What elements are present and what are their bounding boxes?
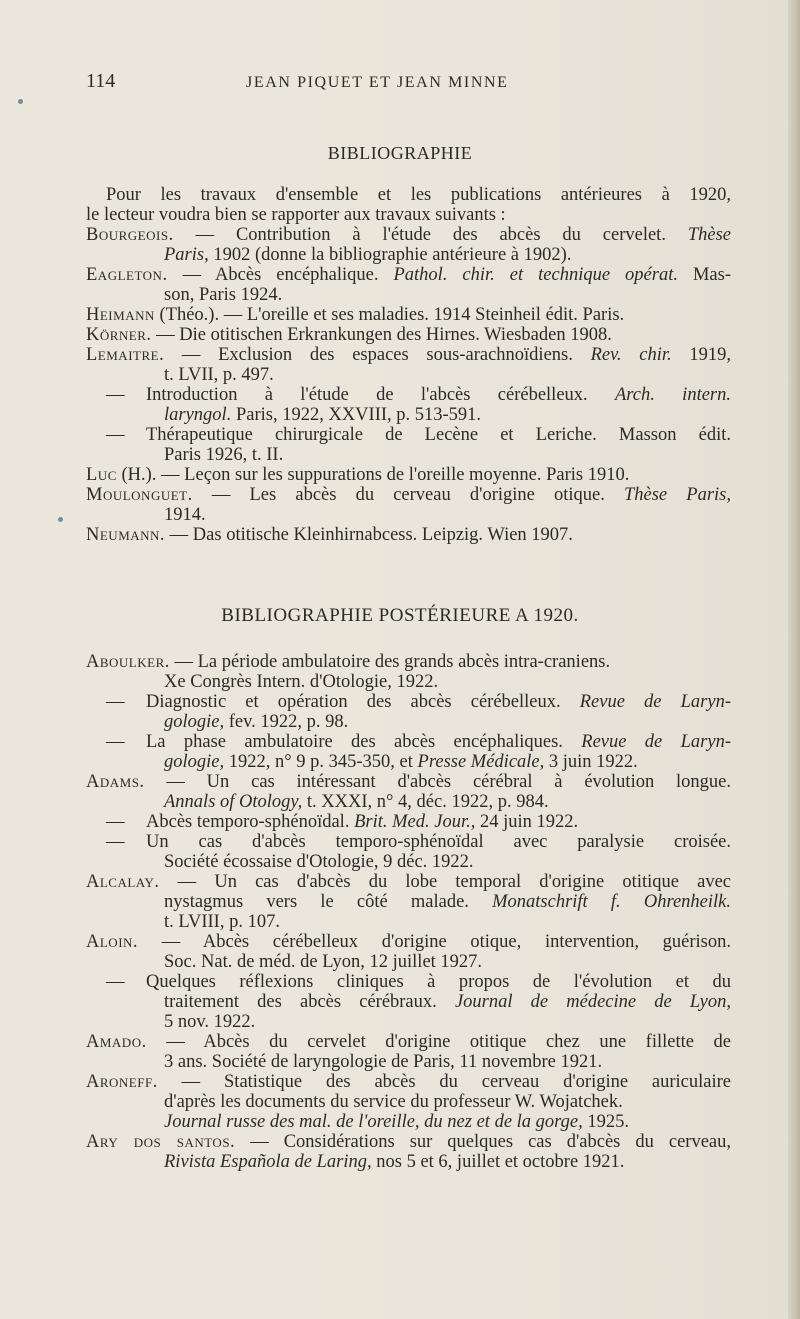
entry-continuation: Xe Congrès Intern. d'Otologie, 1922. <box>164 672 439 692</box>
entry-text: traitement des abcès cérébraux. <box>164 992 455 1012</box>
dash: — <box>106 385 125 405</box>
section-title: BIBLIOGRAPHIE POSTÉRIEURE A 1920. <box>221 605 579 626</box>
bib-entry-korner <box>86 325 731 345</box>
source-title: laryngol. <box>164 405 232 425</box>
entry-continuation <box>86 245 731 265</box>
entry-text: — Die otitischen Erkrankungen des Hirnes. Wiesbaden 1908. <box>151 325 612 345</box>
bib-entry-ary-dos-santos <box>86 1132 731 1152</box>
bib-entry-heimann <box>86 305 731 325</box>
bib-entry-aroneff <box>86 1072 731 1092</box>
source-title: Paris, <box>164 245 209 265</box>
entry-text: nos 5 et 6, juillet et octobre 1921. <box>371 1152 625 1172</box>
author-name: Bourgeois. <box>86 225 174 245</box>
entry-continuation: t. LVII, p. 497. <box>164 365 274 385</box>
margin-mark <box>18 99 23 104</box>
bib-entry-aboulker <box>86 652 731 672</box>
entry-text: (Théo.). — L'oreille et ses maladies. 1914 Steinheil édit. Paris. <box>154 305 625 325</box>
entry-continuation: 1914. <box>164 505 206 525</box>
entry-text: fev. 1922, p. 98. <box>224 712 349 732</box>
entry-text: Quelques réflexions cliniques à propos de l'évolution et du <box>146 972 731 992</box>
bib-subentry <box>86 972 731 992</box>
author-name: Ary dos santos. <box>86 1132 236 1152</box>
bib-subentry <box>86 692 731 712</box>
entry-text: 1902 (donne la bibliographie antérieure à 1902). <box>208 245 572 265</box>
bibliography-section <box>86 652 731 1172</box>
bib-entry-adams <box>86 772 731 792</box>
entry-text: — Contribution à l'étude des abcès du cervelet. <box>173 225 688 245</box>
bib-subentry <box>86 385 731 405</box>
entry-text: — Abcès encéphalique. <box>167 265 394 285</box>
entry-text: (H.). — Leçon sur les suppurations de l'oreille moyenne. Paris 1910. <box>116 465 630 485</box>
entry-text: Un cas d'abcès temporo-sphénoïdal avec paralysie croisée. <box>146 832 731 852</box>
source-title: gologie, <box>164 712 225 732</box>
entry-text: Abcès temporo-sphénoïdal. <box>146 812 355 832</box>
entry-continuation: Société écossaise d'Otologie, 9 déc. 1922. <box>164 852 474 872</box>
entry-continuation <box>86 1152 731 1172</box>
author-name: Neumann. <box>86 525 166 545</box>
entry-text: — Statistique des abcès du cerveau d'origine auriculaire <box>157 1072 731 1092</box>
entry-text: 1925. <box>582 1112 630 1132</box>
entry-text: 3 juin 1922. <box>544 752 638 772</box>
entry-text: t. XXXI, n° 4, déc. 1922, p. 984. <box>302 792 549 812</box>
author-name: Aloin. <box>86 932 139 952</box>
entry-text: Paris, 1922, XXVIII, p. 513-591. <box>231 405 482 425</box>
entry-continuation <box>86 752 731 772</box>
entry-text: 1922, n° 9 p. 345-350, et <box>224 752 418 772</box>
dash: — <box>106 812 125 832</box>
page-header <box>86 70 736 98</box>
dash: — <box>106 732 125 752</box>
entry-text: nystagmus vers le côté malade. <box>164 892 493 912</box>
entry-text: — Abcès du cervelet d'origine otitique chez une fillette de <box>146 1032 731 1052</box>
author-name: Aroneff. <box>86 1072 158 1092</box>
source-title: Journal russe des mal. de l'oreille, du nez et de la gorge, <box>164 1112 583 1132</box>
entry-text: Mas- <box>677 265 731 285</box>
entry-continuation: Soc. Nat. de méd. de Lyon, 12 juillet 1927. <box>164 952 483 972</box>
dash: — <box>106 425 125 445</box>
source-title: Arch. intern. <box>614 385 731 405</box>
bib-entry-alcalay <box>86 872 731 892</box>
source-title: Rivista Española de Laring, <box>164 1152 372 1172</box>
entry-text: La phase ambulatoire des abcès encéphaliques. <box>146 732 582 752</box>
author-name: Körner. <box>86 325 152 345</box>
entry-continuation <box>86 712 731 732</box>
source-title: Pathol. chir. et technique opérat. <box>393 265 678 285</box>
entry-text: Introduction à l'étude de l'abcès cérébelleux. <box>146 385 615 405</box>
entry-text: Thérapeutique chirurgicale de Lecène et Leriche. Masson édit. <box>146 425 731 445</box>
entry-text: 1919, <box>671 345 731 365</box>
entry-text: — Exclusion des espaces sous-arachnoïdiens. <box>164 345 591 365</box>
section-title: BIBLIOGRAPHIE <box>327 143 473 163</box>
margin-mark <box>58 517 63 522</box>
bib-entry-aloin <box>86 932 731 952</box>
entry-text: — Abcès cérébelleux d'origine otique, intervention, guérison. <box>138 932 731 952</box>
author-name: Amado. <box>86 1032 147 1052</box>
source-title: Rev. chir. <box>590 345 672 365</box>
author-name: Moulonguet. <box>86 485 193 505</box>
entry-continuation <box>86 405 731 425</box>
author-name: Adams. <box>86 772 145 792</box>
author-name: Alcalay. <box>86 872 160 892</box>
bib-subentry <box>86 812 731 832</box>
entry-text: — La période ambulatoire des grands abcès intra-craniens. <box>169 652 611 672</box>
entry-text: — Les abcès du cerveau d'origine otique. <box>192 485 624 505</box>
author-name: Luc <box>86 465 117 485</box>
entry-continuation <box>86 992 731 1012</box>
bib-subentry <box>86 832 731 852</box>
entry-text: — Das otitische Kleinhirnabcess. Leipzig. Wien 1907. <box>165 525 573 545</box>
running-head: JEAN PIQUET ET JEAN MINNE <box>246 74 509 91</box>
entry-text: — Considérations sur quelques cas d'abcès du cerveau, <box>235 1132 732 1152</box>
source-title: Thèse Paris, <box>623 485 731 505</box>
bibliography-section <box>86 185 731 545</box>
source-title: Journal de médecine de Lyon, <box>454 992 731 1012</box>
source-title: Revue de Laryn- <box>579 692 731 712</box>
entry-continuation: 3 ans. Société de laryngologie de Paris, 11 novembre 1921. <box>164 1052 603 1072</box>
author-name: Heimann <box>86 305 155 325</box>
dash: — <box>106 832 125 852</box>
bib-subentry <box>86 732 731 752</box>
intro-line: le lecteur voudra bien se rapporter aux travaux suivants : <box>86 205 506 225</box>
page-number: 114 <box>86 70 116 92</box>
source-title: Brit. Med. Jour., <box>354 812 476 832</box>
bib-entry-bourgeois <box>86 225 731 245</box>
entry-continuation <box>86 792 731 812</box>
entry-continuation: son, Paris 1924. <box>164 285 283 305</box>
bib-entry-lemaitre <box>86 345 731 365</box>
source-title: gologie, <box>164 752 225 772</box>
entry-continuation: d'après les documents du service du professeur W. Wojatchek. <box>164 1092 623 1112</box>
entry-continuation: Paris 1926, t. II. <box>164 445 284 465</box>
entry-text: 24 juin 1922. <box>475 812 579 832</box>
bib-entry-amado <box>86 1032 731 1052</box>
dash: — <box>106 972 125 992</box>
entry-text: — Un cas intéressant d'abcès cérébral à évolution longue. <box>144 772 731 792</box>
dash: — <box>106 692 125 712</box>
page-edge <box>788 0 800 1319</box>
entry-continuation <box>86 892 731 912</box>
entry-continuation: t. LVIII, p. 107. <box>164 912 280 932</box>
source-title: Revue de Laryn- <box>581 732 731 752</box>
entry-text: Diagnostic et opération des abcès cérébelleux. <box>146 692 580 712</box>
bib-entry-moulonguet <box>86 485 731 505</box>
bib-entry-luc <box>86 465 731 485</box>
intro-line: Pour les travaux d'ensemble et les publications antérieures à 1920, <box>106 185 731 205</box>
source-title: Presse Médicale, <box>417 752 545 772</box>
bib-subentry <box>86 425 731 445</box>
author-name: Aboulker. <box>86 652 170 672</box>
bib-entry-neumann <box>86 525 731 545</box>
author-name: Lemaitre. <box>86 345 165 365</box>
entry-continuation: 5 nov. 1922. <box>164 1012 256 1032</box>
entry-continuation <box>86 1112 731 1132</box>
source-title: Thèse <box>687 225 731 245</box>
author-name: Eagleton. <box>86 265 168 285</box>
source-title: Monatschrift f. Ohrenheilk. <box>492 892 731 912</box>
entry-text: — Un cas d'abcès du lobe temporal d'origine otitique avec <box>159 872 731 892</box>
bib-entry-eagleton <box>86 265 731 285</box>
source-title: Annals of Otology, <box>164 792 303 812</box>
